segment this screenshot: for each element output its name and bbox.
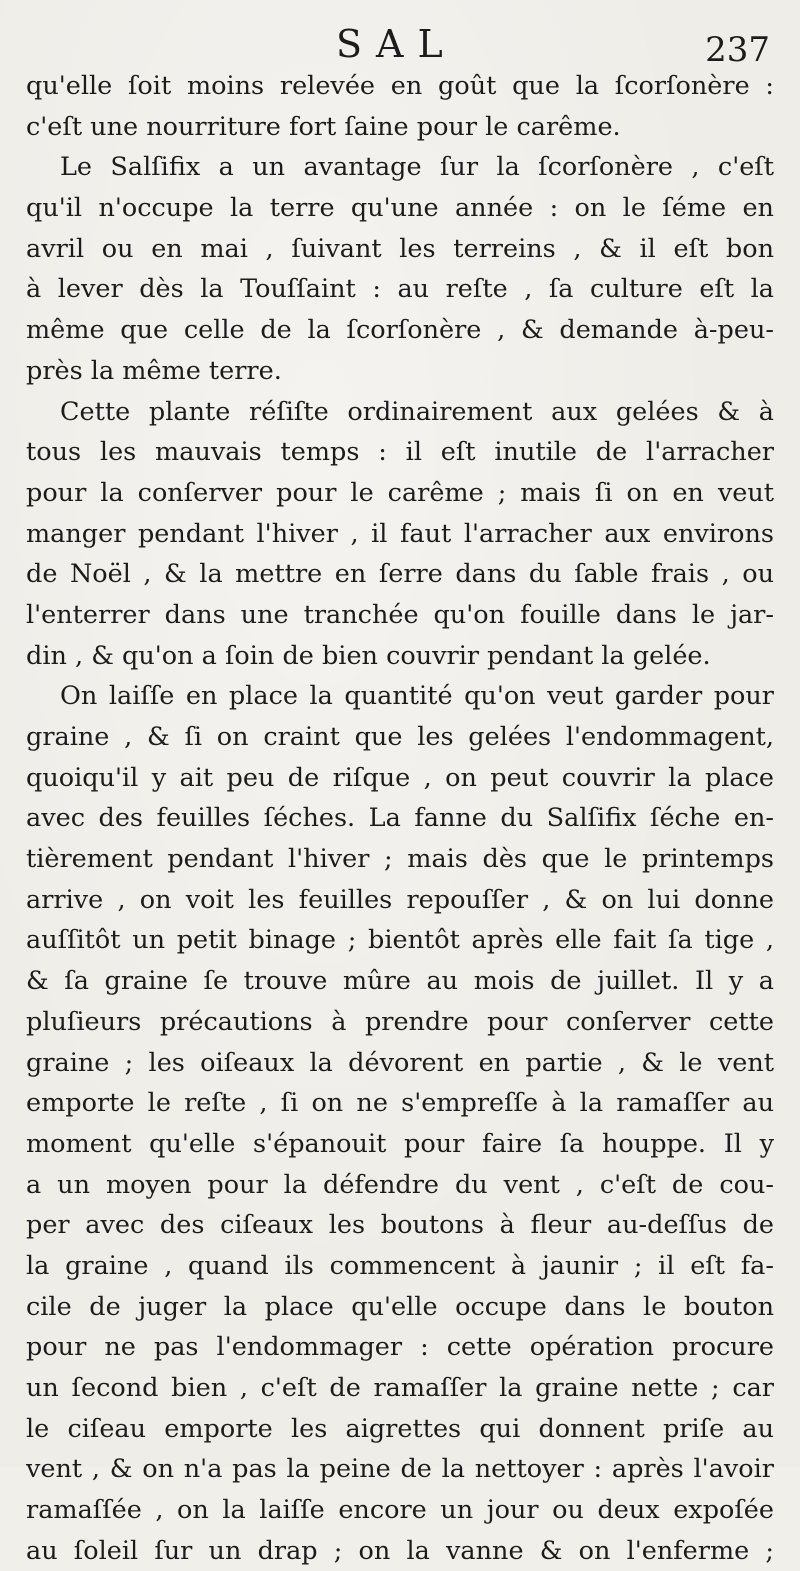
text-line: pluſieurs précautions à prendre pour conſerver cette: [26, 1006, 774, 1037]
body-text: [26, 66, 774, 1571]
text-line: la graine , quand ils commencent à jaunir ; il eſt fa-: [26, 1250, 774, 1281]
text-line: un ſecond bien , c'eſt de ramaſſer la graine nette ; car: [26, 1373, 774, 1403]
text-line: tous les mauvais temps : il eſt inutile de l'arracher: [26, 437, 774, 468]
text-line: a un moyen pour la défendre du vent , c'eſt de cou-: [26, 1169, 774, 1200]
text-line: moment qu'elle s'épanouit pour faire ſa houppe. Il y: [26, 1128, 774, 1159]
text-line: auſſitôt un petit binage ; bientôt après elle fait ſa tige ,: [26, 925, 774, 956]
page-number: 237: [705, 30, 770, 70]
text-line: quoiqu'il y ait peu de riſque , on peut couvrir la place: [26, 762, 774, 793]
text-line: de Noël , & la mettre en ſerre dans du ſable frais , ou: [26, 559, 774, 590]
text-line: le ciſeau emporte les aigrettes qui donnent priſe au: [26, 1413, 774, 1444]
text-line: à lever dès la Touſſaint : au reſte , ſa culture eſt la: [26, 274, 774, 305]
text-line: Le Salſifix a un avantage ſur la ſcorſonère , c'eſt: [60, 152, 774, 183]
text-line: cile de juger la place qu'elle occupe dans le bouton: [26, 1291, 774, 1322]
text-line: c'eſt une nourriture fort ſaine pour le carême.: [26, 111, 621, 142]
text-line: tièrement pendant l'hiver ; mais dès que le printemps: [26, 844, 774, 875]
text-line: On laiſſe en place la quantité qu'on veut garder pour: [60, 681, 774, 712]
text-line: qu'elle ſoit moins relevée en goût que la ſcorſonère :: [26, 71, 774, 101]
text-line: graine ; les oiſeaux la dévorent en partie , & le vent: [26, 1047, 774, 1078]
text-line: graine , & ſi on craint que les gelées l'endommagent,: [26, 722, 774, 752]
page-header: [0, 14, 800, 70]
text-line: din , & qu'on a ſoin de bien couvrir pendant la gelée.: [26, 640, 711, 671]
text-line: pour la conſerver pour le carême ; mais ſi on en veut: [26, 477, 774, 508]
text-line: l'enterrer dans une tranchée qu'on fouille dans le jar-: [26, 599, 774, 630]
text-line: qu'il n'occupe la terre qu'une année : on le ſéme en: [26, 193, 774, 224]
text-line: arrive , on voit les feuilles repouſſer , & on lui donne: [26, 884, 774, 915]
text-line: ramaſſée , on la laiſſe encore un jour ou deux expoſée: [26, 1495, 774, 1526]
text-line: près la même terre.: [26, 355, 282, 386]
text-line: manger pendant l'hiver , il faut l'arracher aux environs: [26, 518, 774, 549]
text-line: emporte le reſte , ſi on ne s'empreſſe à la ramaſſer au: [26, 1088, 774, 1119]
text-line: avril ou en mai , ſuivant les terreins , & il eſt bon: [26, 233, 774, 264]
text-line: avec des feuilles ſéches. La fanne du Salſifix ſéche en-: [26, 803, 774, 834]
text-line: Cette plante réſiſte ordinairement aux gelées & à: [60, 396, 774, 427]
text-line: per avec des ciſeaux les boutons à fleur au-deſſus de: [26, 1210, 774, 1241]
text-line: même que celle de la ſcorſonère , & demande à-peu-: [26, 315, 774, 346]
text-line: vent , & on n'a pas la peine de la nettoyer : après l'avoir: [26, 1454, 774, 1485]
text-line: & ſa graine ſe trouve mûre au mois de juillet. Il y a: [26, 966, 774, 997]
running-head: SAL: [336, 22, 457, 66]
text-line: pour ne pas l'endommager : cette opération procure: [26, 1332, 774, 1363]
text-line: au ſoleil ſur un drap ; on la vanne & on l'enferme ;: [26, 1535, 774, 1566]
